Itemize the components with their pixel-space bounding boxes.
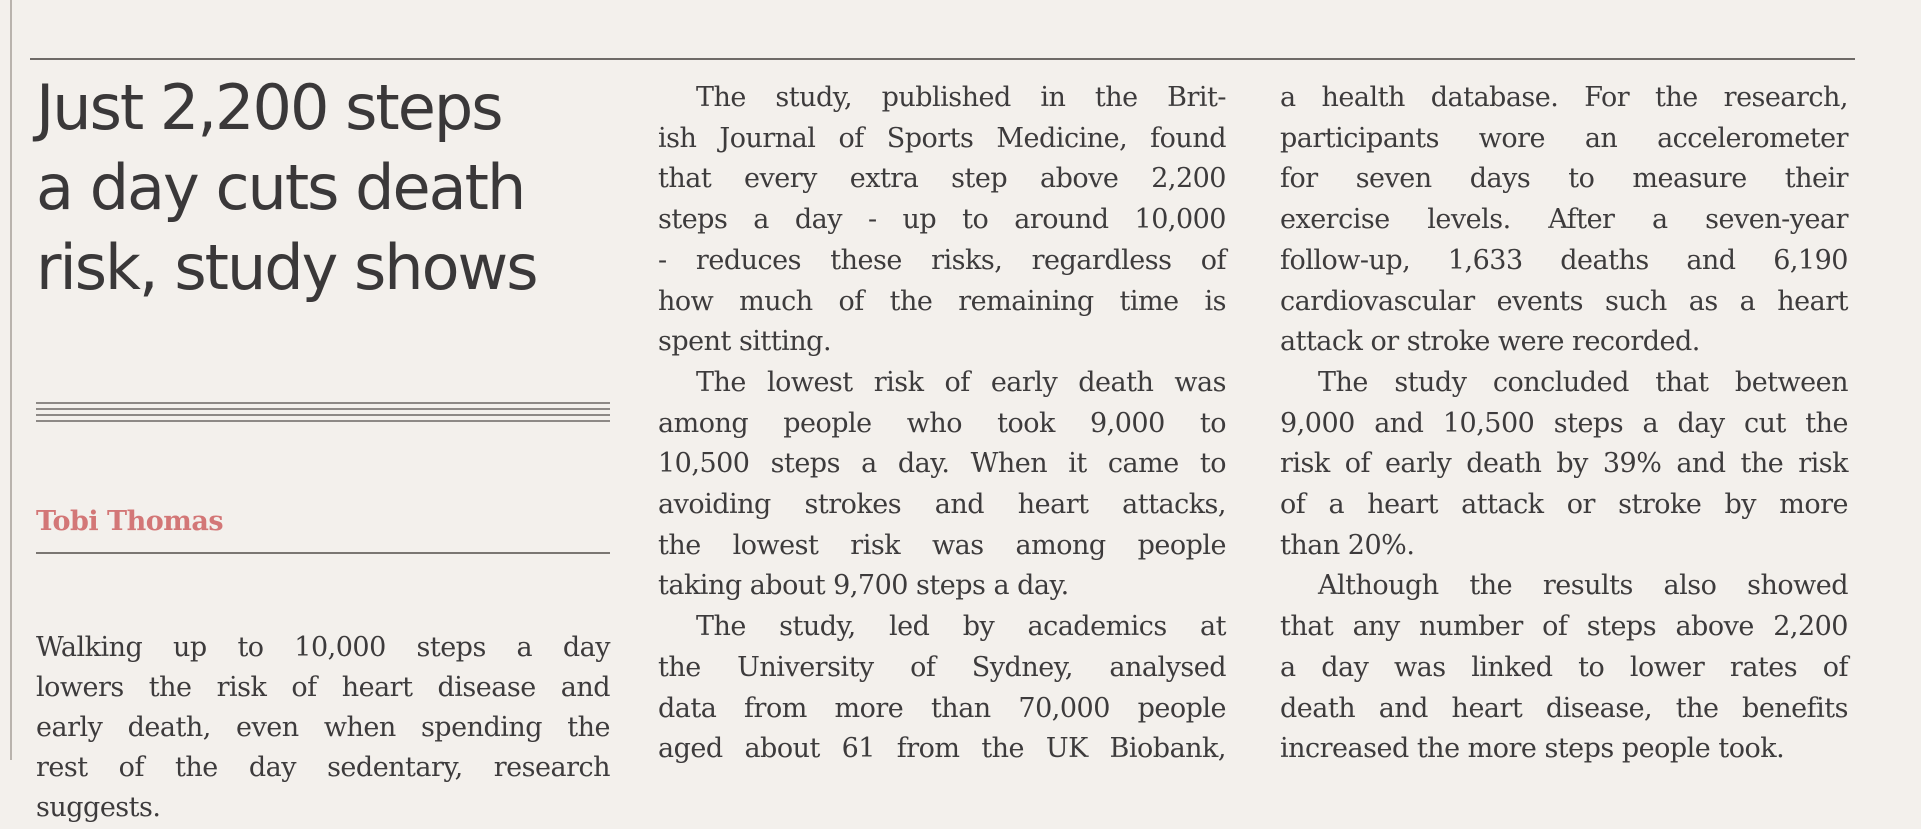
text-line: The lowest risk of early death was: [696, 366, 1226, 398]
text-line: the lowest risk was among people: [658, 529, 1226, 561]
paragraph: [1280, 363, 1848, 567]
text-line: attack or stroke were recorded.: [1280, 326, 1700, 358]
text-line: aged about 61 from the UK Biobank,: [658, 733, 1226, 765]
top-rule: [30, 58, 1855, 60]
standfirst-line: Walking up to 10,000 steps a day: [36, 632, 610, 663]
text-line: death and heart disease, the benefits: [1280, 692, 1848, 724]
text-line: The study, led by academics at: [696, 611, 1226, 643]
standfirst-line: rest of the day sedentary, research: [36, 752, 610, 783]
text-line: spent sitting.: [658, 326, 832, 358]
text-line: cardiovascular events such as a heart: [1280, 285, 1848, 317]
text-line: that every extra step above 2,200: [658, 163, 1226, 195]
rule-line: [36, 414, 610, 416]
standfirst-line: early death, even when spending the: [36, 712, 610, 743]
standfirst-line: suggests.: [36, 792, 161, 823]
text-line: for seven days to measure their: [1280, 163, 1848, 195]
text-line: a health database. For the research,: [1280, 82, 1848, 113]
headline-line: risk, study shows: [36, 231, 537, 304]
text-line: of a heart attack or stroke by more: [1280, 489, 1848, 521]
headline-line: a day cuts death: [36, 151, 525, 224]
text-line: risk of early death by 39% and the risk: [1280, 448, 1848, 480]
headline: [36, 68, 610, 308]
byline-rules: [36, 402, 610, 426]
body-column-2: [658, 78, 1226, 770]
text-line: avoiding strokes and heart attacks,: [658, 489, 1226, 521]
headline-column: [36, 68, 610, 823]
paragraph: [1280, 566, 1848, 770]
standfirst-rule: [36, 552, 610, 554]
paragraph: [658, 78, 1226, 363]
standfirst-line: lowers the risk of heart disease and: [36, 672, 610, 703]
text-line: than 20%.: [1280, 529, 1415, 561]
text-line: The study concluded that between: [1318, 366, 1848, 398]
text-line: taking about 9,700 steps a day.: [658, 570, 1069, 602]
paragraph: [658, 607, 1226, 770]
text-line: follow-up, 1,633 deaths and 6,190: [1280, 244, 1848, 276]
text-line: a day was linked to lower rates of: [1280, 651, 1848, 683]
text-line: The study, published in the Brit-: [696, 82, 1226, 113]
text-line: 9,000 and 10,500 steps a day cut the: [1280, 407, 1848, 439]
text-line: 10,500 steps a day. When it came to: [658, 448, 1226, 480]
text-line: increased the more steps people took.: [1280, 733, 1785, 765]
rule-line: [36, 402, 610, 404]
text-line: the University of Sydney, analysed: [658, 651, 1226, 683]
body-column-3: [1280, 78, 1848, 770]
text-line: participants wore an accelerometer: [1280, 122, 1848, 154]
text-line: among people who took 9,000 to: [658, 407, 1226, 439]
text-line: - reduces these risks, regardless of: [658, 244, 1226, 276]
rule-line: [36, 420, 610, 422]
standfirst: [36, 628, 610, 828]
text-line: exercise levels. After a seven-year: [1280, 204, 1848, 236]
text-line: ish Journal of Sports Medicine, found: [658, 122, 1226, 154]
paragraph: [658, 363, 1226, 607]
text-line: steps a day - up to around 10,000: [658, 204, 1226, 236]
text-line: how much of the remaining time is: [658, 285, 1226, 317]
text-line: that any number of steps above 2,200: [1280, 611, 1848, 643]
page-edge-line: [10, 0, 12, 760]
byline: Tobi Thomas: [36, 506, 224, 537]
headline-line: Just 2,200 steps: [36, 71, 502, 144]
paragraph: [1280, 78, 1848, 363]
text-line: Although the results also showed: [1318, 570, 1848, 602]
text-line: data from more than 70,000 people: [658, 692, 1226, 724]
rule-line: [36, 408, 610, 410]
